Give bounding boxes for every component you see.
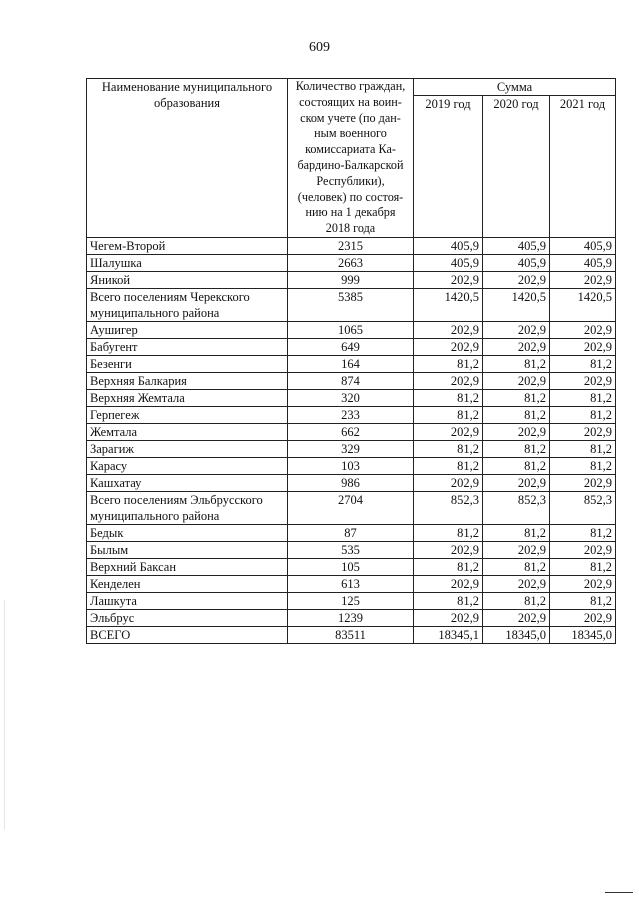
sum-2019-cell: 81,2 bbox=[414, 558, 483, 575]
header-sum: Сумма bbox=[414, 79, 616, 96]
table-row bbox=[87, 457, 616, 474]
citizen-count-cell: 320 bbox=[288, 389, 414, 406]
table-row bbox=[87, 423, 616, 440]
sum-2021-cell: 1420,5 bbox=[550, 288, 616, 321]
table-header bbox=[87, 79, 616, 238]
municipality-name-cell bbox=[87, 271, 288, 288]
sum-2021-cell: 81,2 bbox=[550, 406, 616, 423]
municipality-name: муниципального района bbox=[90, 508, 220, 523]
sum-2021-cell: 202,9 bbox=[550, 423, 616, 440]
sum-2021-cell: 18345,0 bbox=[550, 626, 616, 643]
allocation-table bbox=[86, 78, 616, 644]
table-row bbox=[87, 626, 616, 643]
municipality-name: Кашхатау bbox=[90, 475, 142, 490]
sum-2021-cell: 81,2 bbox=[550, 440, 616, 457]
citizen-count-cell: 233 bbox=[288, 406, 414, 423]
citizen-count-cell: 83511 bbox=[288, 626, 414, 643]
sum-2020-cell: 81,2 bbox=[483, 592, 550, 609]
municipality-name-cell bbox=[87, 592, 288, 609]
sum-2021-cell: 852,3 bbox=[550, 491, 616, 524]
table-row bbox=[87, 372, 616, 389]
municipality-name-cell bbox=[87, 524, 288, 541]
municipality-name-cell bbox=[87, 338, 288, 355]
sum-2021-cell: 202,9 bbox=[550, 609, 616, 626]
table-row bbox=[87, 592, 616, 609]
sum-2019-cell: 202,9 bbox=[414, 474, 483, 491]
sum-2019-cell: 405,9 bbox=[414, 237, 483, 254]
sum-2021-cell: 202,9 bbox=[550, 271, 616, 288]
citizen-count-cell: 1065 bbox=[288, 321, 414, 338]
table-row bbox=[87, 288, 616, 321]
citizen-count-cell: 2704 bbox=[288, 491, 414, 524]
table-row bbox=[87, 338, 616, 355]
sum-2019-cell: 852,3 bbox=[414, 491, 483, 524]
municipality-name: Верхняя Балкария bbox=[90, 373, 187, 388]
citizen-count-cell: 103 bbox=[288, 457, 414, 474]
municipality-name-cell bbox=[87, 237, 288, 254]
municipality-name: Зарагиж bbox=[90, 441, 135, 456]
sum-2019-cell: 81,2 bbox=[414, 524, 483, 541]
municipality-name-cell bbox=[87, 288, 288, 321]
sum-2019-cell: 202,9 bbox=[414, 575, 483, 592]
sum-2019-cell: 202,9 bbox=[414, 609, 483, 626]
sum-2021-cell: 202,9 bbox=[550, 372, 616, 389]
sum-2020-cell: 202,9 bbox=[483, 609, 550, 626]
municipality-name: Жемтала bbox=[90, 424, 138, 439]
table-row bbox=[87, 558, 616, 575]
header-year-2019: 2019 год bbox=[414, 96, 483, 238]
table-row bbox=[87, 474, 616, 491]
municipality-name-cell bbox=[87, 491, 288, 524]
sum-2021-cell: 202,9 bbox=[550, 575, 616, 592]
sum-2019-cell: 81,2 bbox=[414, 355, 483, 372]
page-number: 609 bbox=[309, 40, 330, 55]
sum-2021-cell: 81,2 bbox=[550, 457, 616, 474]
citizen-count-cell: 999 bbox=[288, 271, 414, 288]
table-row bbox=[87, 237, 616, 254]
municipality-name: Аушигер bbox=[90, 322, 138, 337]
municipality-name: Лашкута bbox=[90, 593, 137, 608]
header-count-line: состоящих на воин- bbox=[299, 94, 402, 109]
sum-2020-cell: 18345,0 bbox=[483, 626, 550, 643]
sum-2021-cell: 202,9 bbox=[550, 338, 616, 355]
sum-2020-cell: 405,9 bbox=[483, 237, 550, 254]
sum-2019-cell: 405,9 bbox=[414, 254, 483, 271]
municipality-name: Чегем-Второй bbox=[90, 238, 166, 253]
header-count-line: Республики), bbox=[316, 173, 385, 188]
sum-2020-cell: 81,2 bbox=[483, 389, 550, 406]
municipality-name-cell bbox=[87, 609, 288, 626]
sum-2019-cell: 81,2 bbox=[414, 592, 483, 609]
municipality-name-cell bbox=[87, 457, 288, 474]
corner-mark bbox=[605, 892, 633, 893]
municipality-name-cell bbox=[87, 254, 288, 271]
municipality-name: Шалушка bbox=[90, 255, 142, 270]
sum-2020-cell: 81,2 bbox=[483, 440, 550, 457]
sum-2021-cell: 202,9 bbox=[550, 541, 616, 558]
citizen-count-cell: 2663 bbox=[288, 254, 414, 271]
sum-2019-cell: 202,9 bbox=[414, 423, 483, 440]
municipality-name-cell bbox=[87, 474, 288, 491]
sum-2019-cell: 202,9 bbox=[414, 372, 483, 389]
municipality-name: Бедык bbox=[90, 525, 124, 540]
table-row bbox=[87, 406, 616, 423]
table-row bbox=[87, 541, 616, 558]
municipality-name-cell bbox=[87, 541, 288, 558]
header-count bbox=[288, 79, 414, 238]
sum-2020-cell: 202,9 bbox=[483, 423, 550, 440]
sum-2021-cell: 202,9 bbox=[550, 321, 616, 338]
sum-2019-cell: 81,2 bbox=[414, 389, 483, 406]
header-year-2020: 2020 год bbox=[483, 96, 550, 238]
sum-2021-cell: 81,2 bbox=[550, 592, 616, 609]
sum-2020-cell: 202,9 bbox=[483, 338, 550, 355]
sum-2019-cell: 202,9 bbox=[414, 321, 483, 338]
municipality-name: муниципального района bbox=[90, 305, 220, 320]
table-body bbox=[87, 237, 616, 643]
sum-2020-cell: 81,2 bbox=[483, 558, 550, 575]
header-year-2021: 2021 год bbox=[550, 96, 616, 238]
municipality-name: Всего поселениям Эльбрусского bbox=[90, 492, 263, 507]
municipality-name: Бабугент bbox=[90, 339, 138, 354]
sum-2019-cell: 18345,1 bbox=[414, 626, 483, 643]
municipality-name-cell bbox=[87, 321, 288, 338]
citizen-count-cell: 613 bbox=[288, 575, 414, 592]
municipality-name: Верхний Баксан bbox=[90, 559, 177, 574]
sum-2020-cell: 202,9 bbox=[483, 474, 550, 491]
table-row bbox=[87, 254, 616, 271]
sum-2019-cell: 81,2 bbox=[414, 457, 483, 474]
citizen-count-cell: 2315 bbox=[288, 237, 414, 254]
citizen-count-cell: 535 bbox=[288, 541, 414, 558]
sum-2020-cell: 405,9 bbox=[483, 254, 550, 271]
municipality-name: Былым bbox=[90, 542, 129, 557]
sum-2020-cell: 81,2 bbox=[483, 406, 550, 423]
citizen-count-cell: 329 bbox=[288, 440, 414, 457]
sum-2021-cell: 81,2 bbox=[550, 524, 616, 541]
table-row bbox=[87, 491, 616, 524]
municipality-name-cell bbox=[87, 372, 288, 389]
sum-2020-cell: 852,3 bbox=[483, 491, 550, 524]
header-count-line: ным военного bbox=[314, 126, 387, 141]
sum-2020-cell: 202,9 bbox=[483, 321, 550, 338]
municipality-name: ВСЕГО bbox=[90, 627, 131, 642]
citizen-count-cell: 649 bbox=[288, 338, 414, 355]
table-row bbox=[87, 389, 616, 406]
municipality-name-cell bbox=[87, 389, 288, 406]
sum-2020-cell: 81,2 bbox=[483, 457, 550, 474]
sum-2021-cell: 405,9 bbox=[550, 237, 616, 254]
table-row bbox=[87, 321, 616, 338]
sum-2019-cell: 1420,5 bbox=[414, 288, 483, 321]
header-name: Наименование муниципального образования bbox=[87, 79, 288, 238]
header-count-line: 2018 года bbox=[325, 221, 376, 236]
sum-2020-cell: 81,2 bbox=[483, 355, 550, 372]
municipality-name: Яникой bbox=[90, 272, 131, 287]
sum-2019-cell: 202,9 bbox=[414, 271, 483, 288]
municipality-name: Карасу bbox=[90, 458, 128, 473]
table-row bbox=[87, 524, 616, 541]
header-count-line: Количество граждан, bbox=[295, 79, 406, 93]
municipality-name: Безенги bbox=[90, 356, 132, 371]
citizen-count-cell: 1239 bbox=[288, 609, 414, 626]
citizen-count-cell: 5385 bbox=[288, 288, 414, 321]
municipality-name: Герпегеж bbox=[90, 407, 140, 422]
sum-2021-cell: 405,9 bbox=[550, 254, 616, 271]
citizen-count-cell: 662 bbox=[288, 423, 414, 440]
sum-2021-cell: 81,2 bbox=[550, 558, 616, 575]
sum-2019-cell: 81,2 bbox=[414, 440, 483, 457]
municipality-name-cell bbox=[87, 355, 288, 372]
sum-2021-cell: 81,2 bbox=[550, 355, 616, 372]
sum-2019-cell: 202,9 bbox=[414, 541, 483, 558]
municipality-name: Верхняя Жемтала bbox=[90, 390, 185, 405]
sum-2020-cell: 202,9 bbox=[483, 271, 550, 288]
municipality-name-cell bbox=[87, 406, 288, 423]
header-count-line: (человек) по состоя- bbox=[297, 189, 404, 204]
header-count-line: ском учете (по дан- bbox=[300, 110, 401, 125]
citizen-count-cell: 874 bbox=[288, 372, 414, 389]
citizen-count-cell: 164 bbox=[288, 355, 414, 372]
sum-2020-cell: 202,9 bbox=[483, 575, 550, 592]
municipality-name-cell bbox=[87, 558, 288, 575]
municipality-name: Эльбрус bbox=[90, 610, 135, 625]
citizen-count-cell: 87 bbox=[288, 524, 414, 541]
table-row bbox=[87, 609, 616, 626]
citizen-count-cell: 105 bbox=[288, 558, 414, 575]
header-count-line: нию на 1 декабря bbox=[305, 205, 396, 220]
municipality-name: Кенделен bbox=[90, 576, 141, 591]
table-row bbox=[87, 355, 616, 372]
citizen-count-cell: 125 bbox=[288, 592, 414, 609]
table-row bbox=[87, 575, 616, 592]
citizen-count-cell: 986 bbox=[288, 474, 414, 491]
table-row bbox=[87, 271, 616, 288]
municipality-name-cell bbox=[87, 575, 288, 592]
municipality-name-cell bbox=[87, 626, 288, 643]
scan-edge-line bbox=[4, 600, 5, 830]
sum-2020-cell: 81,2 bbox=[483, 524, 550, 541]
sum-2020-cell: 1420,5 bbox=[483, 288, 550, 321]
sum-2021-cell: 81,2 bbox=[550, 389, 616, 406]
sum-2019-cell: 202,9 bbox=[414, 338, 483, 355]
sum-2020-cell: 202,9 bbox=[483, 372, 550, 389]
municipality-name-cell bbox=[87, 440, 288, 457]
table-row bbox=[87, 440, 616, 457]
header-count-line: бардино-Балкарской bbox=[297, 157, 404, 172]
municipality-name-cell bbox=[87, 423, 288, 440]
sum-2019-cell: 81,2 bbox=[414, 406, 483, 423]
municipality-name: Всего поселениям Черекского bbox=[90, 289, 250, 304]
header-count-line: комиссариата Ка- bbox=[305, 142, 396, 157]
sum-2021-cell: 202,9 bbox=[550, 474, 616, 491]
sum-2020-cell: 202,9 bbox=[483, 541, 550, 558]
